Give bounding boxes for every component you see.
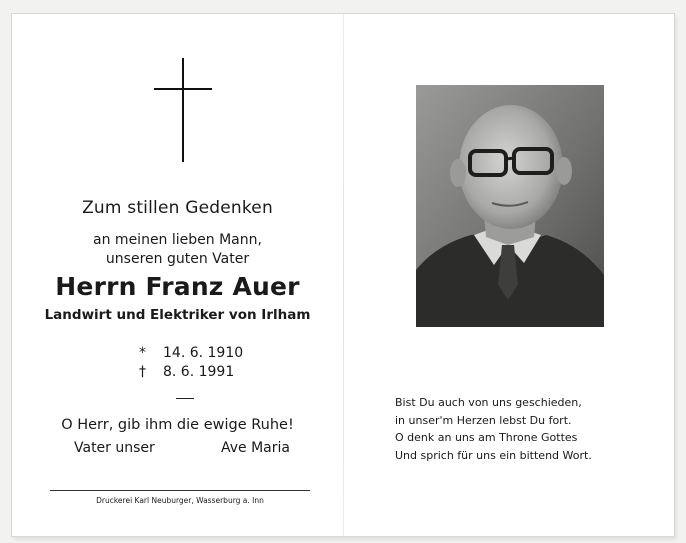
profession: Landwirt und Elektriker von Irlham	[44, 307, 311, 323]
printer-credit: Druckerei Karl Neuburger, Wasserburg a. Inn	[96, 496, 264, 505]
prayer-line: O Herr, gib ihm die ewige Ruhe!	[61, 417, 294, 433]
printer-rule	[50, 490, 310, 491]
poem-line-1: Bist Du auch von uns geschieden,	[395, 396, 582, 409]
prayer-vater-unser: Vater unser	[74, 440, 155, 456]
dedication-line-1: an meinen lieben Mann,	[93, 232, 262, 248]
poem-line-4: Und sprich für uns ein bittend Wort.	[395, 448, 592, 462]
card-fold	[343, 14, 344, 536]
dedication-line-2: unseren guten Vater	[105, 251, 250, 267]
divider-dash	[176, 398, 194, 399]
death-row	[139, 363, 243, 382]
left-panel	[12, 14, 343, 536]
birth-row	[139, 344, 243, 363]
poem	[395, 394, 592, 464]
poem-line-2: in unser'm Herzen lebst Du fort.	[395, 413, 572, 427]
life-dates	[139, 344, 243, 382]
birth-symbol: *	[139, 345, 146, 361]
poem-line-3: O denk an uns am Throne Gottes	[395, 431, 578, 444]
prayer-ave-maria: Ave Maria	[221, 440, 290, 456]
portrait-photo	[416, 85, 604, 327]
death-date: 8. 6. 1991	[163, 364, 235, 380]
memorial-card	[12, 14, 674, 536]
death-symbol: †	[139, 364, 146, 380]
deceased-name: Herrn Franz Auer	[55, 272, 300, 301]
birth-date: 14. 6. 1910	[163, 345, 244, 361]
heading: Zum stillen Gedenken	[82, 198, 273, 218]
